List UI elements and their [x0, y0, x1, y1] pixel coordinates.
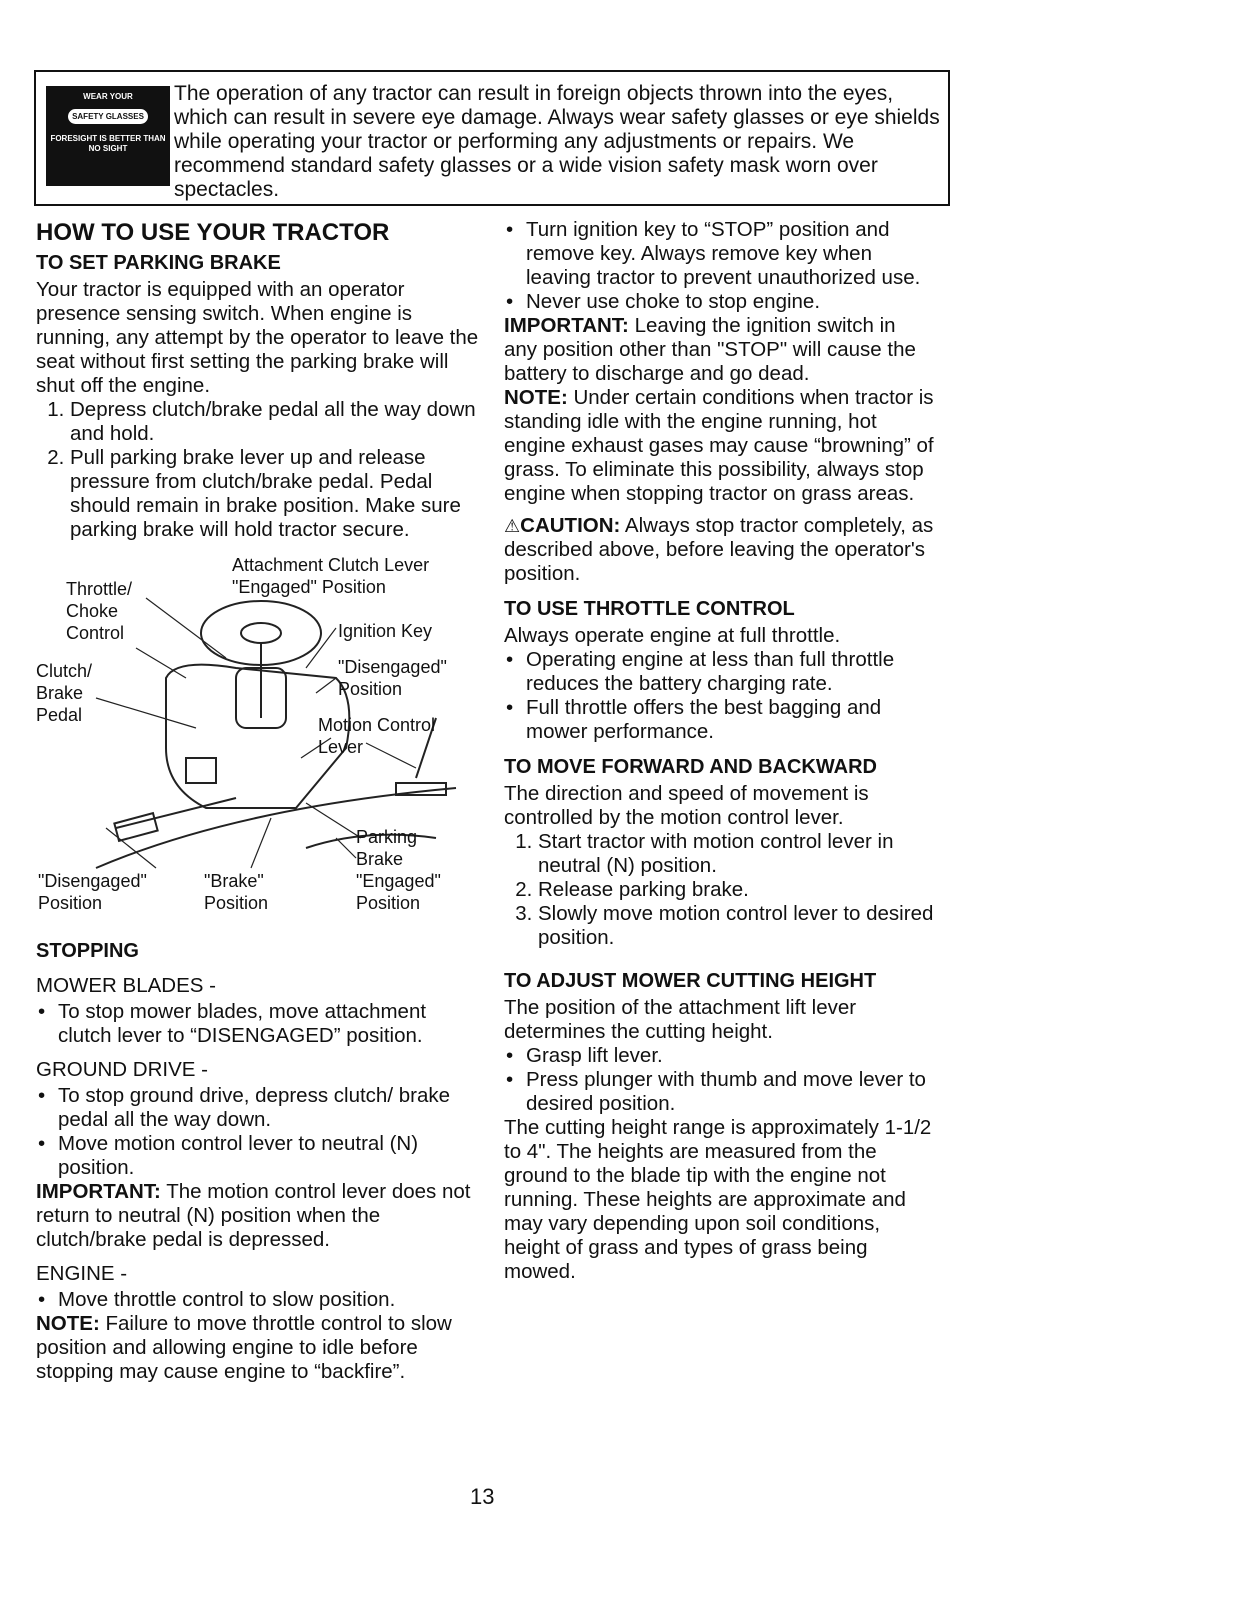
note-text: Failure to move throttle control to slow position and allowing engine to idle before stopping may cause engine to “backfire”.	[36, 1312, 452, 1383]
list-item: • Move motion control lever to neutral (N) position.	[58, 1132, 481, 1180]
important-label: IMPORTANT:	[36, 1180, 161, 1203]
important-note-right	[504, 314, 934, 386]
left-column	[36, 218, 481, 1384]
list-item: 2. Release parking brake.	[538, 878, 934, 902]
icon-line-3: FORESIGHT IS BETTER THAN NO SIGHT	[50, 134, 166, 153]
label-engaged-bottom: "Engaged"	[356, 871, 441, 891]
list-item: • To stop ground drive, depress clutch/ brake pedal all the way down.	[58, 1084, 481, 1132]
ground-drive-list	[36, 1084, 481, 1180]
ground-drive-subheading: GROUND DRIVE -	[36, 1058, 208, 1081]
engine-subheading: ENGINE -	[36, 1262, 128, 1285]
caution-warning-icon: ⚠	[504, 516, 521, 536]
note-text: Under certain conditions when tractor is standing idle with the engine running, hot engine exhaust gases may cause “browning” of grass. To eliminate this possibility, always stop engine when stopping tractor on grass areas.	[504, 386, 934, 505]
move-steps	[504, 830, 934, 950]
parking-brake-intro: Your tractor is equipped with an operator presence sensing switch. When engine is running, any attempt by the operator to leave the seat without first setting the parking brake will shut off the engine.	[36, 278, 479, 397]
parking-brake-heading: TO SET PARKING BRAKE	[36, 252, 281, 274]
cutting-height-intro: The position of the attachment lift lever determines the cutting height.	[504, 996, 857, 1043]
label-lever: Lever	[318, 737, 364, 757]
safety-warning-text: The operation of any tractor can result in foreign objects thrown into the eyes, which can result in severe eye damage. Always wear safety glasses or eye shields while operating your tractor or performing any adjustments or repairs. We recommend standard safety glasses or a wide vision safety mask worn over spectacles.	[174, 82, 940, 201]
list-item: • Press plunger with thumb and move lever to desired position.	[526, 1068, 934, 1116]
list-item: • Move throttle control to slow position.	[58, 1288, 481, 1312]
list-item: • Full throttle offers the best bagging and mower performance.	[526, 696, 934, 744]
list-item: • Grasp lift lever.	[526, 1044, 934, 1068]
engine-list	[36, 1288, 481, 1312]
label-throttle: Throttle/	[66, 579, 133, 599]
label-disengaged-bottom: "Disengaged"	[38, 871, 147, 891]
safety-warning-box	[34, 70, 950, 206]
engine-note	[36, 1312, 481, 1384]
label-attachment-clutch: Attachment Clutch Lever	[232, 555, 430, 575]
label-pedal: Pedal	[36, 705, 83, 725]
list-item: 2. Pull parking brake lever up and release pressure from clutch/brake pedal. Pedal should remain in brake position. Make sure parking brake will hold tractor secure.	[70, 446, 481, 542]
icon-line-1: WEAR YOUR	[83, 92, 133, 101]
caution-label: CAUTION:	[520, 514, 621, 537]
label-position-br: Position	[356, 893, 421, 913]
parking-brake-steps	[36, 398, 481, 542]
page-title: HOW TO USE YOUR TRACTOR	[36, 219, 390, 246]
list-item: • Turn ignition key to “STOP” position and remove key. Always remove key when leaving tractor to prevent unauthorized use.	[526, 218, 934, 290]
list-item: • Never use choke to stop engine.	[526, 290, 934, 314]
throttle-intro: Always operate engine at full throttle.	[504, 624, 841, 647]
label-position-bl: Position	[38, 893, 103, 913]
cutting-height-list	[504, 1044, 934, 1116]
cutting-height-text: The cutting height range is approximately 1-1/2 to 4". The heights are measured from the ground to the blade tip with the engine not running. These heights are approximate and may vary depending upon soil conditions, height of grass and types of grass being mowed.	[504, 1116, 932, 1283]
label-position-bm: Position	[204, 893, 269, 913]
tractor-controls-figure	[36, 548, 476, 928]
label-control: Control	[66, 623, 125, 643]
label-engaged-position: "Engaged" Position	[232, 577, 386, 597]
list-item: 3. Slowly move motion control lever to desired position.	[538, 902, 934, 950]
label-position-top: Position	[338, 679, 403, 699]
label-parking: Parking	[356, 827, 418, 847]
move-intro: The direction and speed of movement is controlled by the motion control lever.	[504, 782, 869, 829]
label-brake: Brake	[36, 683, 84, 703]
mower-blades-subheading: MOWER BLADES -	[36, 974, 216, 997]
list-item: 1. Start tractor with motion control lever in neutral (N) position.	[538, 830, 934, 878]
important-text: The motion control lever does not return to neutral (N) position when the clutch/brake pedal is depressed.	[36, 1180, 471, 1251]
label-choke: Choke	[66, 601, 119, 621]
page-number: 13	[470, 1484, 495, 1509]
list-item: 1. Depress clutch/brake pedal all the way down and hold.	[70, 398, 481, 446]
right-column	[504, 218, 934, 1284]
move-heading: TO MOVE FORWARD AND BACKWARD	[504, 756, 877, 778]
label-brake-2: Brake	[356, 849, 404, 869]
clutch-pedal	[116, 798, 236, 828]
label-brake-quote: "Brake"	[204, 871, 264, 891]
label-motion-control: Motion Control	[318, 715, 436, 735]
icon-line-2: SAFETY GLASSES	[68, 109, 148, 124]
mower-blades-list	[36, 1000, 481, 1048]
throttle-heading: TO USE THROTTLE CONTROL	[504, 598, 795, 620]
safety-glasses-icon	[46, 86, 170, 186]
label-disengaged-top: "Disengaged"	[338, 657, 447, 677]
stopping-heading: STOPPING	[36, 940, 139, 962]
caution-note	[504, 514, 934, 586]
note-label: NOTE:	[36, 1312, 100, 1335]
key-list	[504, 218, 934, 314]
caution-text: Always stop tractor completely, as described above, before leaving the operator's position.	[504, 514, 934, 585]
throttle-list	[504, 648, 934, 744]
note-label: NOTE:	[504, 386, 568, 409]
browning-note	[504, 386, 934, 506]
list-item: • To stop mower blades, move attachment clutch lever to “DISENGAGED” position.	[58, 1000, 481, 1048]
label-clutch: Clutch/	[36, 661, 93, 681]
cutting-height-heading: TO ADJUST MOWER CUTTING HEIGHT	[504, 970, 877, 992]
important-label: IMPORTANT:	[504, 314, 629, 337]
important-note	[36, 1180, 481, 1252]
list-item: • Operating engine at less than full throttle reduces the battery charging rate.	[526, 648, 934, 696]
label-ignition-key: Ignition Key	[338, 621, 433, 641]
important-text: Leaving the ignition switch in any position other than "STOP" will cause the battery to discharge and go dead.	[504, 314, 916, 385]
